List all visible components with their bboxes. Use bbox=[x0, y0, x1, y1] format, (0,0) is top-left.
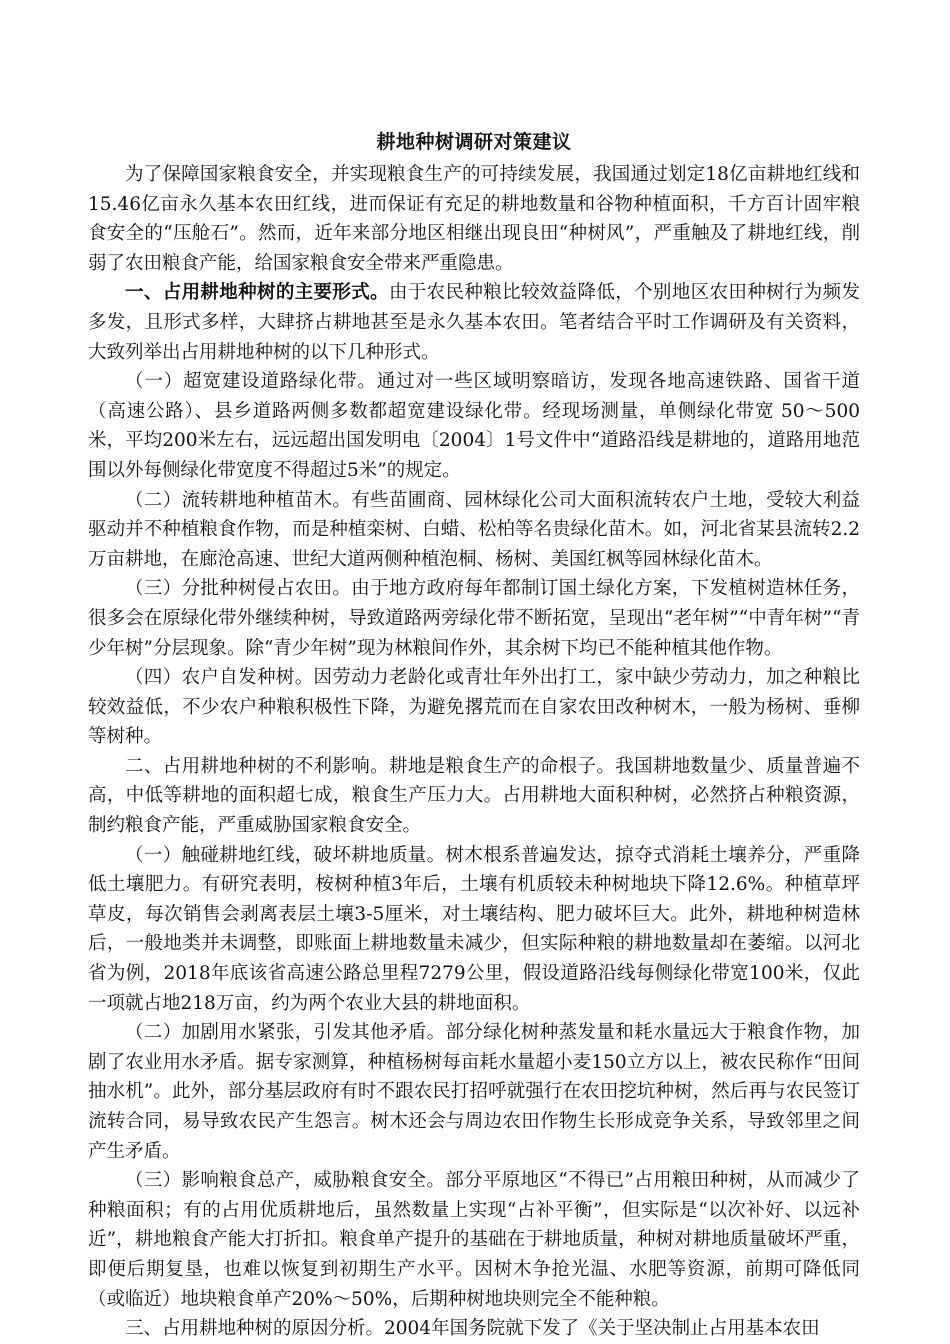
paragraph-2-2 bbox=[88, 1018, 860, 1166]
paragraph-text: （四）农户自发种树。因劳动力老龄化或青壮年外出打工，家中缺少劳动力，加之种粮比较效益低，不少农户种粮积极性下降，为避免撂荒而在自家农田改种树木，一般为杨树、垂柳等树种。 bbox=[88, 667, 860, 748]
paragraph-text: （二）加剧用水紧张，引发其他矛盾。部分绿化树种蒸发量和耗水量远大于粮食作物，加剧了农业用水矛盾。据专家测算，种植杨树每亩耗水量超小麦150立方以上，被农民称作“田间抽水机”。此外，部分基层政府有时不跟农民打招呼就强行在农田挖坑种树，然后再与农民签订流转合同，易导致农民产生怨言。树木还会与周边农田作物生长形成竞争关系，导致邻里之间产生矛盾。 bbox=[88, 1022, 860, 1162]
paragraph-text: （二）流转耕地种植苗木。有些苗圃商、园林绿化公司大面积流转农户土地，受较大利益驱动并不种植粮食作物，而是种植栾树、白蜡、松柏等名贵绿化苗木。如，河北省某县流转2.2万亩耕地，在廊沧高速、世纪大道两侧种植泡桐、杨树、美国红枫等园林绿化苗木。 bbox=[88, 489, 860, 570]
paragraph-section-2 bbox=[88, 752, 860, 841]
paragraph-1-4 bbox=[88, 663, 860, 752]
paragraph-section-3 bbox=[88, 1314, 860, 1344]
section-heading: 一、占用耕地种树的主要形式。 bbox=[125, 282, 389, 304]
paragraph-text: 二、占用耕地种树的不利影响。耕地是粮食生产的命根子。我国耕地数量少、质量普遍不高，中低等耕地的面积超七成，粮食生产压力大。占用耕地大面积种树，必然挤占种粮资源，制约粮食产能，严重威胁国家粮食安全。 bbox=[88, 755, 860, 837]
document-page bbox=[88, 128, 860, 1344]
document-title: 耕地种树调研对策建议 bbox=[376, 131, 572, 153]
paragraph-2-1 bbox=[88, 841, 860, 1019]
paragraph-text: 由于农民种粮比较效益降低，个别地区农田种树行为频发多发，且形式多样，大肆挤占耕地甚至是永久基本农田。笔者结合平时工作调研及有关资料，大致列举出占用耕地种树的以下几种形式。 bbox=[88, 282, 860, 363]
paragraph-1-1 bbox=[88, 367, 860, 485]
paragraph-text: （三）影响粮食总产，威胁粮食安全。部分平原地区“不得已”占用粮田种树，从而减少了种粮面积；有的占用优质耕地后，虽然数量上实现“占补平衡”，但实际是“以次补好、以远补近”，耕地粮食产能大打折扣。粮食单产提升的基础在于耕地质量，种树对耕地质量破坏严重，即便后期复垦，也难以恢复到初期生产水平。因树木争抢光温、水肥等资源，前期可降低同（或临近）地块粮食单产20%～50%，后期种树地块则完全不能种粮。 bbox=[88, 1170, 860, 1310]
paragraph-text: 为了保障国家粮食安全，并实现粮食生产的可持续发展，我国通过划定18亿亩耕地红线和15.46亿亩永久基本农田红线，进而保证有充足的耕地数量和谷物种植面积，千方百计固牢粮食安全的“压舱石”。然而，近年来部分地区相继出现良田“种树风”，严重触及了耕地红线，削弱了农田粮食产能，给国家粮食安全带来严重隐患。 bbox=[88, 164, 860, 274]
paragraph-section-1 bbox=[88, 278, 860, 367]
paragraph-text: （三）分批种树侵占农田。由于地方政府每年都制订国土绿化方案，下发植树造林任务，很多会在原绿化带外继续种树，导致道路两旁绿化带不断拓宽，呈现出“老年树”“中青年树”“青少年树”分层现象。除“青少年树”现为林粮间作外，其余树下均已不能种植其他作物。 bbox=[88, 578, 860, 659]
paragraph-text: （一）触碰耕地红线，破坏耕地质量。树木根系普遍发达，掠夺式消耗土壤养分，严重降低土壤肥力。有研究表明，桉树种植3年后，土壤有机质较未种树地块下降12.6%。种植草坪草皮，每次销售会剥离表层土壤3-5厘米，对土壤结构、肥力破坏巨大。此外，耕地种树造林后，一般地类并未调整，即账面上耕地数量未减少，但实际种粮的耕地数量却在萎缩。以河北省为例，2018年底该省高速公路总里程7279公里，假设道路沿线每侧绿化带宽100米，仅此一项就占地218万亩，约为两个农业大县的耕地面积。 bbox=[88, 844, 860, 1014]
paragraph-1-3 bbox=[88, 574, 860, 663]
paragraph-2-3 bbox=[88, 1166, 860, 1314]
paragraph-text: 三、占用耕地种树的原因分析。2004年国务院就下发了《关于坚决制止占用基本农田 bbox=[125, 1318, 820, 1340]
paragraph-1-2 bbox=[88, 486, 860, 575]
paragraph-intro bbox=[88, 160, 860, 278]
paragraph-text: （一）超宽建设道路绿化带。通过对一些区域明察暗访，发现各地高速铁路、国省干道（高速公路）、县乡道路两侧多数都超宽建设绿化带。经现场测量，单侧绿化带宽 50～500米，平均200米左右，远远超出国发明电〔2004〕1号文件中“道路沿线是耕地的，道路用地范围以外每侧绿化带宽度不得超过5米”的规定。 bbox=[88, 371, 860, 481]
